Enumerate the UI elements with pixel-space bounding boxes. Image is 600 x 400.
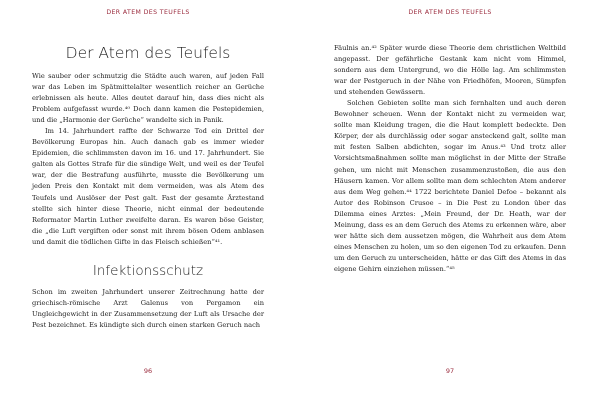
right-body-text bbox=[334, 43, 566, 275]
paragraph: Wie sauber oder schmutzig die Städte auch waren, auf jeden Fall war das Leben im Spätmittelalter wesentlich reicher an Gerüche erlebnissen als heute. Alles deutet darauf hin, dass dies nicht als Problem aufgefasst wurde.⁴⁰ Doch dann kamen die Pestepidemien, und die „Harmonie der Gerüche“ wandelte sich in Panik. bbox=[32, 72, 264, 125]
running-head-right: DER ATEM DES TEUFELS bbox=[408, 9, 492, 16]
paragraph: Fäulnis an.⁴² Später wurde diese Theorie dem christlichen Weltbild angepasst. Der gefährliche Gestank kam nicht vom Himmel, sondern aus dem Untergrund, wo die Hölle lag. Am schlimmsten war der Pestgeruch in der Nähe von Friedhöfen, Mooren, Sümpfen und stehenden Gewässern. bbox=[334, 44, 566, 97]
chapter-title: Der Atem des Teufels bbox=[65, 44, 231, 62]
running-head-left: DER ATEM DES TEUFELS bbox=[106, 9, 190, 16]
section-title: Infektionsschutz bbox=[92, 263, 204, 279]
left-page bbox=[32, 0, 264, 400]
section-body-text bbox=[32, 287, 264, 331]
left-body-text bbox=[32, 71, 264, 248]
paragraph: Schon im zweiten Jahrhundert unserer Zeitrechnung hatte der griechisch-römische Arzt Galenus von Pergamon ein Ungleichgewicht in der Zusammensetzung der Luft als Ursache der Pest bezeichnet. Es kündigte sich durch einen starken Geruch nach bbox=[32, 288, 264, 330]
paragraph: Im 14. Jahrhundert raffte der Schwarze Tod ein Drittel der Bevölkerung Europas hin. Auch danach gab es immer wieder Epidemien, die schlimmsten davon im 16. und 17. Jahrhundert. Sie galten als Gottes Strafe für die sündige Welt, und weil es der Teufel war, der die Bestrafung ausführte, musste die Bevölkerung um jeden Preis den Kontakt mit dem vermeiden, was als Atem des Teufels und Auslöser der Pest galt. Fast der gesamte Ärztestand stellte sich hinter diese Theorie, nicht einmal der bedeutende Reformator Martin Luther zweifelte daran. Es waren böse Geister, die „die Luft vergiften oder sonst mit ihrem bösen Odem anblasen und damit die tödlichen Gifte in das Fleisch schießen“⁴¹. bbox=[32, 127, 264, 246]
page-number-left: 96 bbox=[143, 367, 153, 375]
paragraph: Solchen Gebieten sollte man sich fernhalten und auch deren Bewohner scheuen. Wenn der Kontakt nicht zu vermeiden war, sollte man Kleidung tragen, die die Haut komplett bedeckte. Den Körper, der als durchlässig oder sogar ansteckend galt, sollte man mit festen Salben abdichten, sogar im Anus.⁴³ Und trotz aller Vorsichtsmaßnahmen sollte man möglichst in der Mitte der Straße gehen, um nicht mit Menschen zusammenzustoßen, die aus den Häusern kamen. Vor allem sollte man dem schlechten Atem anderer aus dem Weg gehen.⁴⁴ 1722 berichtete Daniel Defoe – bekannt als Autor des Robinson Crusoe – in Die Pest zu London über das Dilemma eines Arztes: „Mein Freund, der Dr. Heath, war der Meinung, dass es an dem Geruch des Atems zu erkennen wäre, aber wer hätte sich dem aussetzen mögen, die Wahrheit aus dem Atem eines Menschen zu holen, um so den eigenen Tod zu erkaufen. Denn um den Geruch zu unterscheiden, hätte er das Gift des Atems in das eigene Gehirn einziehen müssen.“⁴⁵ bbox=[334, 99, 566, 273]
page-number-right: 97 bbox=[445, 367, 455, 375]
right-page bbox=[334, 0, 566, 400]
